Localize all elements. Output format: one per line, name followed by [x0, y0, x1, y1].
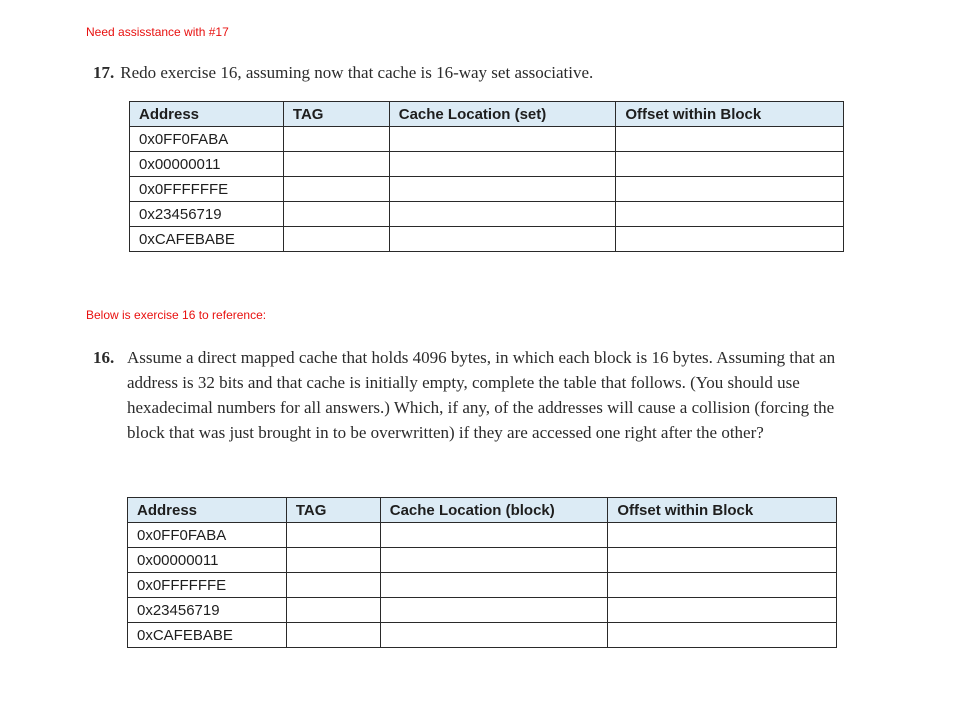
- answer-cell: [608, 548, 837, 573]
- exercise-16-table: [127, 497, 837, 648]
- exercise-16-prompt: [93, 345, 871, 445]
- answer-cell: [286, 573, 380, 598]
- answer-cell: [608, 598, 837, 623]
- address-cell: 0x23456719: [130, 202, 284, 227]
- exercise-17-number: 17.: [93, 63, 115, 82]
- table-row: [128, 573, 837, 598]
- address-cell: 0x00000011: [128, 548, 287, 573]
- answer-cell: [283, 177, 389, 202]
- answer-cell: [389, 177, 616, 202]
- column-header: Cache Location (set): [389, 102, 616, 127]
- answer-cell: [286, 598, 380, 623]
- answer-cell: [380, 623, 608, 648]
- column-header: Address: [130, 102, 284, 127]
- answer-cell: [389, 152, 616, 177]
- column-header: TAG: [283, 102, 389, 127]
- answer-cell: [616, 177, 844, 202]
- address-cell: 0x0FF0FABA: [130, 127, 284, 152]
- exercise-17-text: Redo exercise 16, assuming now that cache is 16-way set associative.: [120, 63, 594, 82]
- table-row: [130, 227, 844, 252]
- address-cell: 0x0FFFFFFE: [130, 177, 284, 202]
- answer-cell: [380, 598, 608, 623]
- answer-cell: [616, 152, 844, 177]
- table-row: [130, 202, 844, 227]
- exercise-16-number: 16.: [93, 348, 115, 367]
- column-header: Offset within Block: [616, 102, 844, 127]
- address-cell: 0x00000011: [130, 152, 284, 177]
- request-note: Need assisstance with #17: [86, 25, 229, 39]
- answer-cell: [616, 227, 844, 252]
- table-row: [130, 127, 844, 152]
- answer-cell: [286, 548, 380, 573]
- answer-cell: [286, 523, 380, 548]
- exercise-17-prompt: [93, 60, 893, 85]
- table-row: [128, 548, 837, 573]
- answer-cell: [283, 202, 389, 227]
- address-cell: 0x23456719: [128, 598, 287, 623]
- table-row: [128, 523, 837, 548]
- answer-cell: [608, 573, 837, 598]
- column-header: Address: [128, 498, 287, 523]
- answer-cell: [283, 227, 389, 252]
- table-row: [128, 623, 837, 648]
- answer-cell: [283, 127, 389, 152]
- answer-cell: [616, 202, 844, 227]
- table-row: [128, 598, 837, 623]
- table-row: [130, 152, 844, 177]
- answer-cell: [286, 623, 380, 648]
- answer-cell: [608, 523, 837, 548]
- column-header: TAG: [286, 498, 380, 523]
- table-row: [130, 177, 844, 202]
- answer-cell: [389, 202, 616, 227]
- answer-cell: [283, 152, 389, 177]
- column-header: Cache Location (block): [380, 498, 608, 523]
- address-cell: 0x0FF0FABA: [128, 523, 287, 548]
- table-header-row: [128, 498, 837, 523]
- answer-cell: [608, 623, 837, 648]
- exercise-17-table: [129, 101, 844, 252]
- table-header-row: [130, 102, 844, 127]
- answer-cell: [389, 127, 616, 152]
- address-cell: 0xCAFEBABE: [130, 227, 284, 252]
- answer-cell: [380, 548, 608, 573]
- exercise-16-text: Assume a direct mapped cache that holds 4096 bytes, in which each block is 16 bytes. Assuming that an address is 32 bits and that cache is initially empty, complete the table that follows. (You should use hexadecimal numbers for all answers.) Which, if any, of the addresses will cause a collision (forcing the block that was just brought in to be overwritten) if they are accessed one right after the other?: [127, 348, 836, 442]
- address-cell: 0x0FFFFFFE: [128, 573, 287, 598]
- answer-cell: [380, 523, 608, 548]
- address-cell: 0xCAFEBABE: [128, 623, 287, 648]
- answer-cell: [380, 573, 608, 598]
- reference-note: Below is exercise 16 to reference:: [86, 308, 267, 322]
- answer-cell: [389, 227, 616, 252]
- column-header: Offset within Block: [608, 498, 837, 523]
- answer-cell: [616, 127, 844, 152]
